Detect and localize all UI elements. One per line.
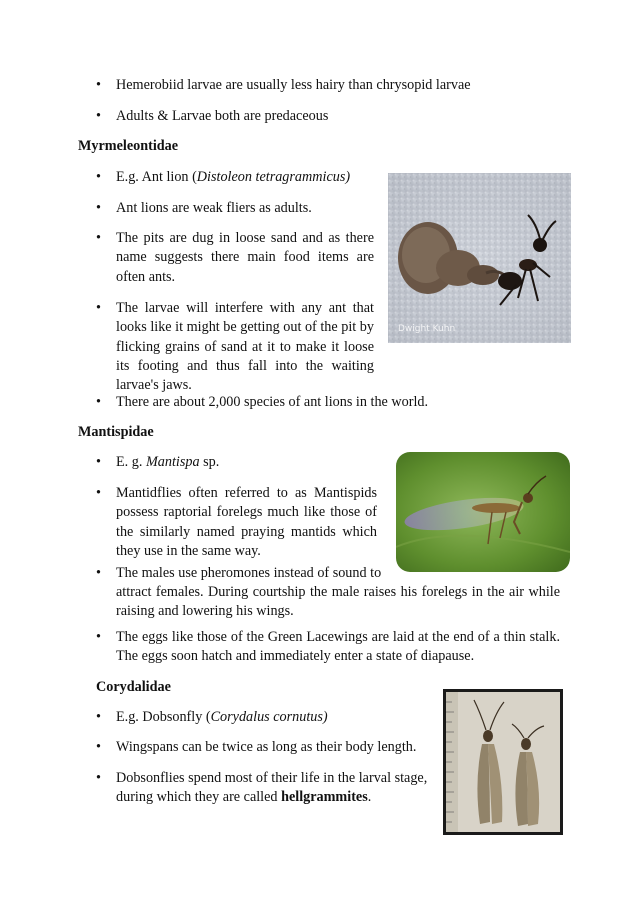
bullet-marker: • — [96, 454, 101, 470]
section-heading-corydalidae: Corydalidae — [96, 679, 171, 695]
bullet-text: Ant lions are weak fliers as adults. — [116, 200, 312, 216]
photo-credit: Dwight Kuhn — [398, 324, 456, 334]
bullet-marker: • — [96, 394, 101, 410]
bullet-text: The larvae will interfere with any ant that looks like it might be getting out of the pit by flicking grains of sand at it to make it loose its footing and thus fall into the waiting larvae's jaws. — [116, 300, 374, 394]
bullet-marker: • — [96, 629, 101, 645]
bullet-marker: • — [96, 485, 101, 501]
bullet-marker: • — [96, 770, 101, 786]
bullet-text: Hemerobiid larvae are usually less hairy than chrysopid larvae — [116, 77, 471, 93]
dobsonfly-photo — [443, 689, 563, 835]
antlion-photo — [388, 173, 571, 343]
bullet-marker: • — [96, 709, 101, 725]
bullet-marker: • — [96, 300, 101, 316]
bullet-text: The pits are dug in loose sand and as there name suggests there main food items are often ants. — [116, 230, 374, 285]
hellgrammites-term: hellgrammites — [281, 789, 368, 806]
bullet-text: E. g. Mantispa sp. — [116, 454, 220, 470]
bullet-text: There are about 2,000 species of ant lions in the world. — [116, 394, 429, 410]
bullet-marker: • — [96, 230, 101, 246]
bullet-marker: • — [96, 200, 101, 216]
species-name: Corydalus cornutus) — [210, 709, 328, 725]
bullet-text: Mantidflies often referred to as Mantispids possess raptorial forelegs much like those of the similarly named praying mantids which they use in the same way. — [116, 485, 377, 559]
bullet-marker: • — [96, 169, 101, 185]
bullet-text: Adults & Larvae both are predaceous — [116, 108, 329, 124]
bullet-marker: • — [96, 108, 101, 124]
bullet-text: E.g. Dobsonfly (Corydalus cornutus) — [116, 709, 328, 725]
bullet-marker: • — [96, 739, 101, 755]
bullet-marker: • — [96, 565, 101, 581]
section-heading-myrmeleontidae: Myrmeleontidae — [78, 138, 179, 154]
bullet-text: Dobsonflies spend most of their life in the larval stage, during which they are called hellgrammites. — [116, 770, 428, 806]
genus-name: Mantispa — [145, 454, 200, 470]
bullet-text: The males use pheromones instead of sound to — [116, 565, 382, 581]
species-name: Distoleon tetragrammicus) — [196, 169, 351, 185]
bullet-text-continued: attract females. During courtship the male raises his forelegs in the air while raising and lowering his wings. — [116, 584, 560, 620]
mantispid-photo — [396, 452, 570, 572]
bullet-text: The eggs like those of the Green Lacewings are laid at the end of a thin stalk. The eggs soon hatch and immediately enter a state of diapause. — [116, 629, 560, 665]
bullet-text: E.g. Ant lion (Distoleon tetragrammicus) — [116, 169, 351, 185]
bullet-text: Wingspans can be twice as long as their body length. — [116, 739, 417, 755]
bullet-marker: • — [96, 77, 101, 93]
section-heading-mantispidae: Mantispidae — [78, 424, 154, 440]
